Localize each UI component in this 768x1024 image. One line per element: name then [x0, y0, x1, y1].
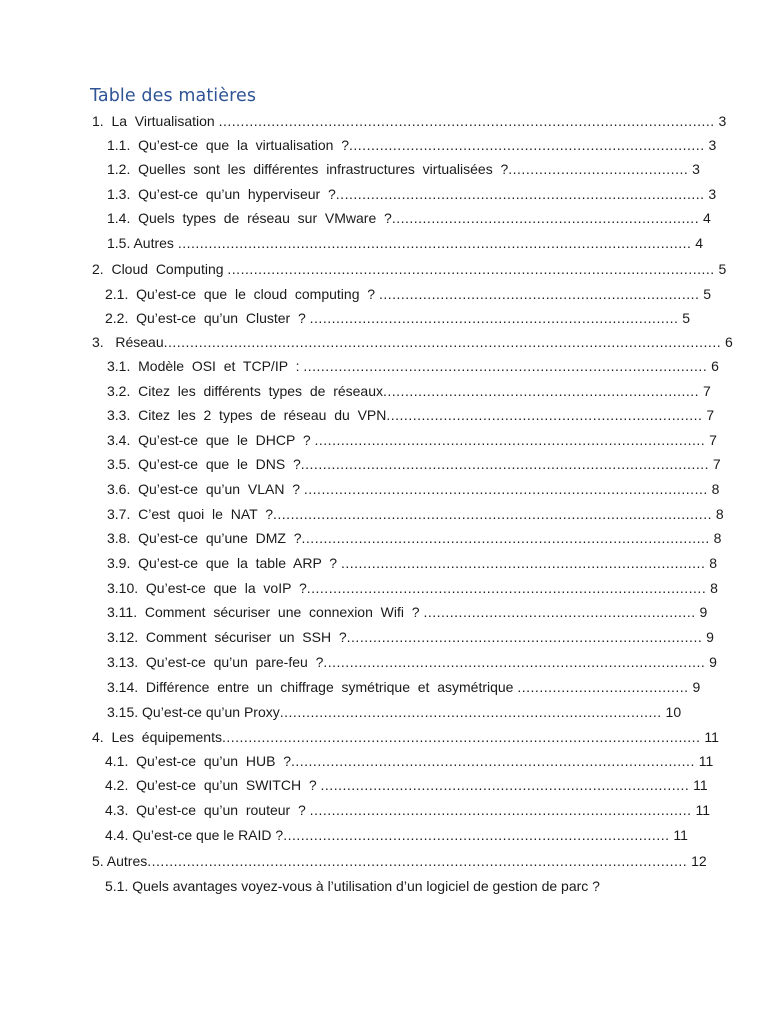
toc-page-number: 11 — [689, 777, 708, 793]
toc-title: Table des matières — [90, 86, 257, 106]
toc-page-number: 9 — [705, 654, 717, 670]
toc-entry-label: 3.12. Comment sécuriser un SSH ? — [107, 629, 347, 645]
toc-entry-label: 3.11. Comment sécuriser une connexion Wifi ? — [107, 604, 424, 620]
toc-entry-label: 3.15. Qu’est-ce qu’un Proxy — [107, 704, 280, 720]
toc-entry-label: 5. Autres — [92, 853, 148, 869]
toc-entry-label: 3.7. C’est quoi le NAT ? — [107, 506, 274, 522]
toc-leader-dots: ....................................... — [517, 679, 689, 695]
toc-entry[interactable] — [107, 135, 717, 155]
toc-leader-dots: .................................................................................... — [335, 186, 705, 202]
toc-entry[interactable] — [105, 775, 708, 795]
toc-leader-dots: ....................................................................................... — [279, 704, 662, 720]
toc-entry[interactable] — [105, 751, 714, 771]
toc-leader-dots: ..................................................................................................................... — [177, 235, 692, 251]
toc-leader-dots: ............................................................................................ — [290, 753, 695, 769]
toc-entry-label: 1. La Virtualisation — [92, 113, 219, 129]
toc-entry-label: 5.1. Quels avantages voyez-vous à l’utilisation d’un logiciel de gestion de parc ? — [105, 878, 600, 894]
toc-entry[interactable] — [107, 702, 682, 722]
toc-entry[interactable] — [92, 727, 719, 747]
toc-entry-label: 2.1. Qu’est-ce que le cloud computing ? — [105, 286, 379, 302]
toc-leader-dots: ................................................................................... — [341, 555, 706, 571]
toc-leader-dots: .................................................................................... — [320, 777, 690, 793]
toc-leader-dots: ............................................................................................................... — [227, 261, 715, 277]
toc-entry[interactable] — [107, 430, 717, 450]
toc-leader-dots: ......................................... — [508, 161, 689, 177]
toc-leader-dots: ....................................................................................... — [309, 802, 692, 818]
toc-entry-label: 1.5. Autres — [107, 235, 178, 251]
toc-entry-label: 3.5. Qu’est-ce que le DNS ? — [107, 456, 301, 472]
toc-leader-dots: ........................................................................................................................... — [147, 853, 688, 869]
toc-leader-dots: ............................................................................................................................... — [163, 334, 722, 350]
toc-page-number: 5 — [714, 261, 727, 277]
toc-leader-dots: ........................................................................ — [386, 407, 703, 423]
toc-page-number: 8 — [709, 530, 722, 546]
toc-entry-label: 3.4. Qu’est-ce que le DHCP ? — [107, 432, 315, 448]
toc-entry-label: 3. Réseau — [92, 334, 164, 350]
toc-entry-label: 4.1. Qu’est-ce qu’un HUB ? — [105, 753, 291, 769]
toc-entry[interactable] — [107, 553, 718, 573]
toc-page-number: 4 — [691, 235, 704, 251]
toc-entry[interactable] — [105, 876, 668, 896]
toc-leader-dots: ......................................................................................... — [314, 432, 706, 448]
toc-leader-dots: ............................................................................................................. — [221, 729, 701, 745]
toc-leader-dots: ............................................................................................. — [301, 530, 710, 546]
toc-entry[interactable] — [107, 652, 717, 672]
toc-entry-label: 1.1. Qu’est-ce que la virtualisation ? — [107, 137, 350, 153]
toc-page-number: 11 — [700, 729, 719, 745]
toc-entry[interactable] — [107, 479, 720, 499]
toc-page-number: 9 — [695, 604, 708, 620]
toc-entry[interactable] — [107, 233, 704, 253]
toc-leader-dots: ........................................................................................ — [283, 827, 670, 843]
toc-page-number: 11 — [691, 802, 711, 818]
toc-page-number: 12 — [687, 853, 707, 869]
toc-entry-label: 1.3. Qu’est-ce qu’un hyperviseur ? — [107, 186, 336, 202]
toc-entry-label: 3.2. Citez les différents types de réseaux — [107, 383, 383, 399]
toc-page-number: 7 — [709, 456, 721, 472]
toc-page-number: 9 — [688, 679, 701, 695]
toc-page-number: 9 — [702, 629, 714, 645]
toc-page-number: 8 — [706, 580, 718, 596]
toc-page-number: 3 — [688, 161, 700, 177]
toc-page-number: 3 — [714, 113, 727, 129]
toc-entry-label: 4. Les équipements — [92, 729, 222, 745]
toc-page-number: 8 — [707, 481, 720, 497]
toc-entry[interactable] — [107, 627, 714, 647]
toc-entry-label: 3.8. Qu’est-ce qu’une DMZ ? — [107, 530, 302, 546]
toc-leader-dots: ........................................................................ — [383, 383, 700, 399]
toc-entry[interactable] — [105, 308, 691, 328]
toc-page-number: 4 — [699, 210, 711, 226]
toc-entry-label: 1.4. Quels types de réseau sur VMware ? — [107, 210, 392, 226]
toc-page-number: 6 — [721, 334, 733, 350]
toc-leader-dots: ................................................................................................................. — [218, 113, 715, 129]
toc-leader-dots: ............................................................................................ — [303, 481, 708, 497]
toc-leader-dots: ................................................................................. — [346, 629, 703, 645]
toc-page-number: 7 — [702, 407, 715, 423]
toc-entry-label: 2.2. Qu’est-ce qu’un Cluster ? — [105, 310, 310, 326]
toc-entry[interactable] — [105, 800, 711, 820]
toc-leader-dots: ................................................................................. — [349, 137, 705, 153]
toc-entry-label: 4.3. Qu’est-ce qu’un routeur ? — [105, 802, 310, 818]
toc-entry[interactable] — [92, 332, 733, 352]
toc-leader-dots: .................................................................................... — [309, 310, 679, 326]
toc-entry[interactable] — [107, 454, 721, 474]
toc-page-number: 8 — [711, 506, 724, 522]
toc-entry-label: 1.2. Quelles sont les différentes infrastructures virtualisées ? — [107, 161, 509, 177]
toc-entry[interactable] — [105, 284, 712, 304]
toc-leader-dots: ........................................................................................... — [306, 580, 707, 596]
toc-entry[interactable] — [107, 578, 718, 598]
toc-entry-label: 3.6. Qu’est-ce qu’un VLAN ? — [107, 481, 304, 497]
toc-entry[interactable] — [107, 528, 722, 548]
toc-entry[interactable] — [105, 825, 688, 845]
toc-page-number: 7 — [705, 432, 717, 448]
toc-entry[interactable] — [107, 159, 700, 179]
toc-entry[interactable] — [92, 259, 727, 279]
toc-entry-label: 4.4. Qu’est-ce que le RAID ? — [105, 827, 284, 843]
toc-page-number: 3 — [704, 137, 717, 153]
toc-leader-dots: ...................................................................... — [391, 210, 700, 226]
toc-page-number: 7 — [699, 383, 711, 399]
toc-entry-label: 4.2. Qu’est-ce qu’un SWITCH ? — [105, 777, 321, 793]
toc-entry[interactable] — [107, 504, 724, 524]
toc-leader-dots: .................................................................................................... — [273, 506, 712, 522]
toc-page-number: 5 — [699, 286, 712, 302]
toc-entry-label: 3.10. Qu’est-ce que la voIP ? — [107, 580, 307, 596]
toc-entry[interactable] — [107, 677, 701, 697]
toc-page-number: 10 — [661, 704, 682, 720]
toc-leader-dots: ......................................................................... — [378, 286, 700, 302]
toc-entry[interactable] — [107, 602, 708, 622]
toc-entry[interactable] — [107, 356, 719, 376]
toc-entry-label: 3.3. Citez les 2 types de réseau du VPN — [107, 407, 387, 423]
toc-entry[interactable] — [92, 851, 707, 871]
toc-leader-dots: .............................................................. — [423, 604, 696, 620]
toc-entry-label: 3.1. Modèle OSI et TCP/IP : — [107, 358, 304, 374]
toc-leader-dots: ............................................................................................. — [300, 456, 710, 472]
toc-page-number: 11 — [669, 827, 688, 843]
toc-leader-dots: ....................................................................................... — [323, 654, 706, 670]
toc-entry-label: 3.9. Qu’est-ce que la table ARP ? — [107, 555, 341, 571]
toc-page-number: 3 — [704, 186, 717, 202]
toc-entry[interactable] — [107, 405, 715, 425]
toc-leader-dots: ............................................................................................ — [303, 358, 708, 374]
toc-entry[interactable] — [92, 111, 727, 131]
toc-page-number: 11 — [694, 753, 714, 769]
toc-entry-label: 2. Cloud Computing — [92, 261, 228, 277]
toc-entry[interactable] — [107, 381, 711, 401]
toc-page-number: 5 — [678, 310, 691, 326]
toc-entry[interactable] — [107, 184, 717, 204]
toc-entry-label: 3.14. Différence entre un chiffrage symétrique et asymétrique — [107, 679, 518, 695]
toc-page-number: 6 — [707, 358, 719, 374]
toc-page-number: 8 — [705, 555, 718, 571]
toc-entry-label: 3.13. Qu’est-ce qu’un pare-feu ? — [107, 654, 324, 670]
toc-entry[interactable] — [107, 208, 711, 228]
